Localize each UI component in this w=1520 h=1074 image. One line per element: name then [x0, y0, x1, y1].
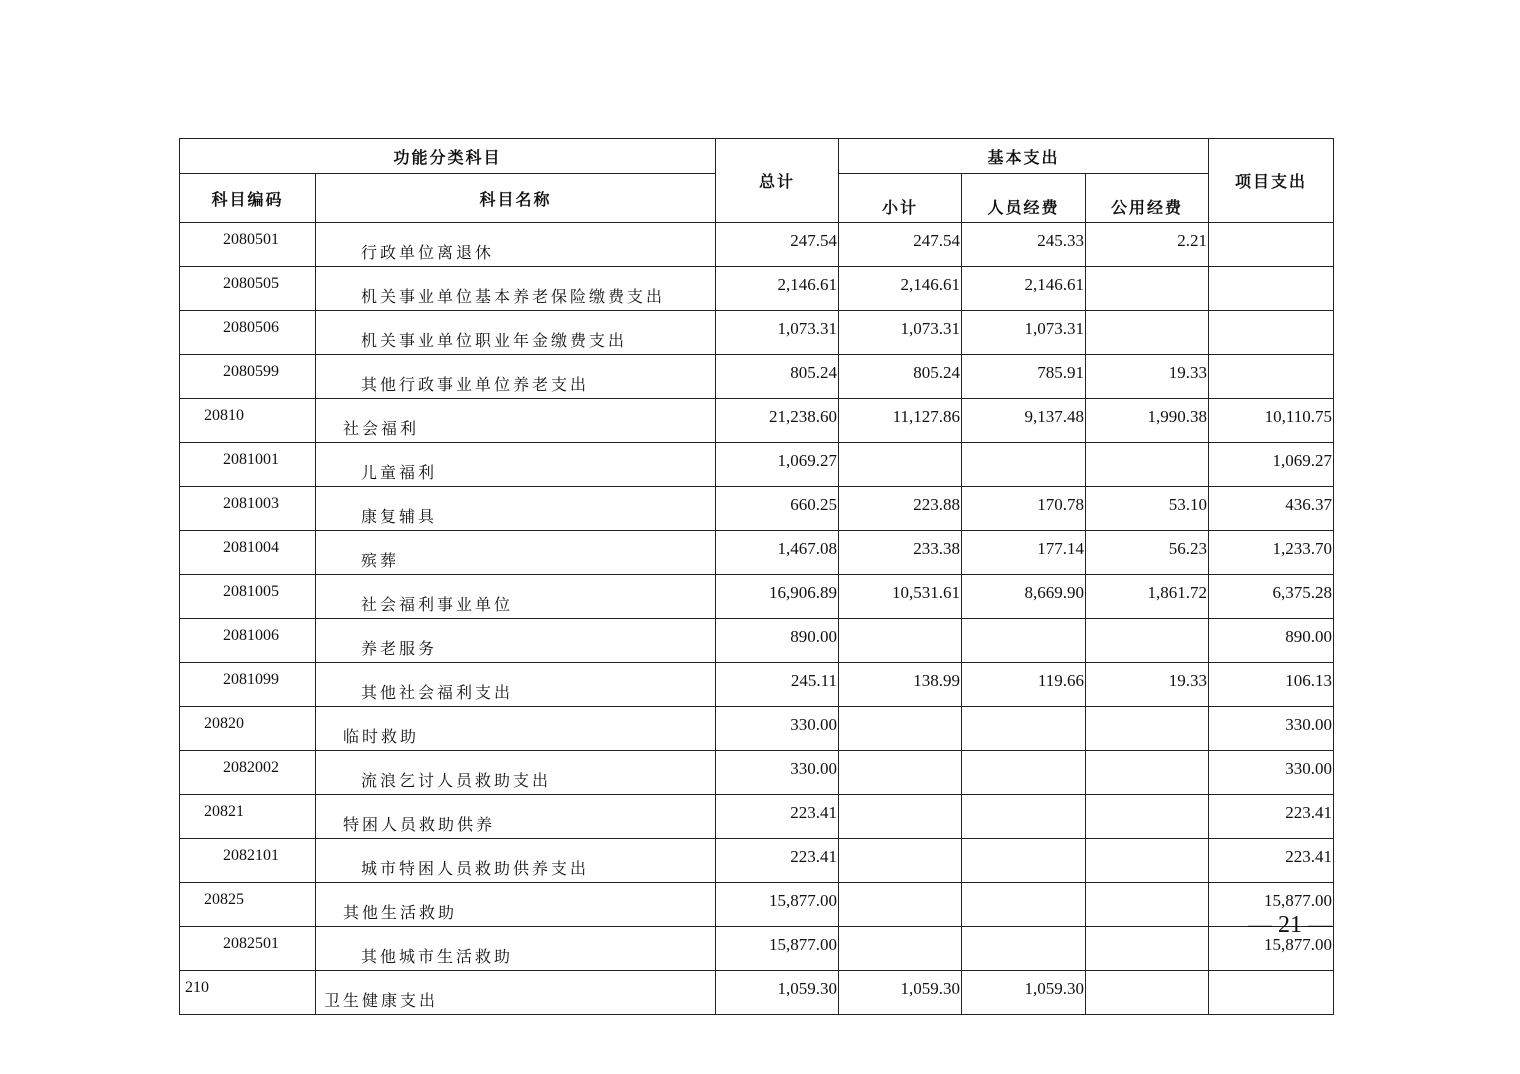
personnel-amount-cell: 8,669.90	[962, 575, 1086, 619]
public-amount-cell: 2.21	[1086, 223, 1209, 267]
subject-code-cell: 20825	[180, 883, 316, 927]
subtotal-amount-cell: 1,073.31	[839, 311, 962, 355]
public-amount-cell	[1086, 839, 1209, 883]
project-amount-cell	[1209, 971, 1334, 1015]
subject-name-cell: 流浪乞讨人员救助支出	[316, 751, 716, 795]
table-row	[180, 707, 1334, 751]
subtotal-amount-cell: 223.88	[839, 487, 962, 531]
personnel-amount-cell	[962, 443, 1086, 487]
table-row	[180, 971, 1334, 1015]
public-amount-cell	[1086, 795, 1209, 839]
subject-name-cell: 儿童福利	[316, 443, 716, 487]
subject-code-cell: 2080505	[180, 267, 316, 311]
subject-code-cell: 210	[180, 971, 316, 1015]
total-amount-cell: 1,069.27	[716, 443, 839, 487]
personnel-amount-cell	[962, 751, 1086, 795]
table-row	[180, 223, 1334, 267]
subtotal-amount-cell: 247.54	[839, 223, 962, 267]
subject-name-cell: 康复辅具	[316, 487, 716, 531]
subtotal-amount-cell: 233.38	[839, 531, 962, 575]
table-row	[180, 575, 1334, 619]
table-body	[180, 223, 1334, 1015]
table-row	[180, 443, 1334, 487]
project-amount-cell	[1209, 311, 1334, 355]
public-amount-cell: 19.33	[1086, 355, 1209, 399]
subject-code-cell: 2081004	[180, 531, 316, 575]
personnel-amount-cell	[962, 795, 1086, 839]
budget-expenditure-table	[179, 138, 1334, 1015]
personnel-amount-cell: 2,146.61	[962, 267, 1086, 311]
public-amount-cell	[1086, 927, 1209, 971]
project-amount-cell: 15,877.00	[1209, 927, 1334, 971]
subtotal-amount-cell: 11,127.86	[839, 399, 962, 443]
project-amount-cell	[1209, 267, 1334, 311]
total-amount-cell: 1,467.08	[716, 531, 839, 575]
total-amount-cell: 1,073.31	[716, 311, 839, 355]
header-subtotal: 小计	[839, 174, 962, 223]
subject-name-cell: 特困人员救助供养	[316, 795, 716, 839]
personnel-amount-cell: 245.33	[962, 223, 1086, 267]
public-amount-cell	[1086, 443, 1209, 487]
subtotal-amount-cell	[839, 927, 962, 971]
project-amount-cell: 106.13	[1209, 663, 1334, 707]
table-header	[180, 139, 1334, 223]
subject-name-cell: 临时救助	[316, 707, 716, 751]
total-amount-cell: 2,146.61	[716, 267, 839, 311]
subtotal-amount-cell: 138.99	[839, 663, 962, 707]
public-amount-cell	[1086, 619, 1209, 663]
project-amount-cell: 330.00	[1209, 707, 1334, 751]
table-row	[180, 311, 1334, 355]
table-row	[180, 619, 1334, 663]
subject-code-cell: 2081006	[180, 619, 316, 663]
project-amount-cell: 223.41	[1209, 839, 1334, 883]
public-amount-cell: 1,990.38	[1086, 399, 1209, 443]
table-row	[180, 355, 1334, 399]
public-amount-cell: 19.33	[1086, 663, 1209, 707]
project-amount-cell: 330.00	[1209, 751, 1334, 795]
subject-code-cell: 20820	[180, 707, 316, 751]
subject-code-cell: 2081099	[180, 663, 316, 707]
total-amount-cell: 223.41	[716, 795, 839, 839]
total-amount-cell: 223.41	[716, 839, 839, 883]
budget-table-container	[179, 138, 1333, 1015]
subject-code-cell: 2082501	[180, 927, 316, 971]
subtotal-amount-cell	[839, 795, 962, 839]
table-row	[180, 795, 1334, 839]
project-amount-cell: 223.41	[1209, 795, 1334, 839]
total-amount-cell: 1,059.30	[716, 971, 839, 1015]
subject-code-cell: 2082101	[180, 839, 316, 883]
personnel-amount-cell: 785.91	[962, 355, 1086, 399]
header-project-expenditure: 项目支出	[1209, 139, 1334, 223]
total-amount-cell: 21,238.60	[716, 399, 839, 443]
personnel-amount-cell: 1,059.30	[962, 971, 1086, 1015]
subject-code-cell: 2081003	[180, 487, 316, 531]
personnel-amount-cell: 1,073.31	[962, 311, 1086, 355]
subject-name-cell: 机关事业单位基本养老保险缴费支出	[316, 267, 716, 311]
subtotal-amount-cell	[839, 883, 962, 927]
project-amount-cell	[1209, 355, 1334, 399]
header-total: 总计	[716, 139, 839, 223]
public-amount-cell	[1086, 707, 1209, 751]
subtotal-amount-cell	[839, 707, 962, 751]
table-row	[180, 839, 1334, 883]
subject-code-cell: 20810	[180, 399, 316, 443]
table-row	[180, 927, 1334, 971]
header-public-cost: 公用经费	[1086, 174, 1209, 223]
subject-name-cell: 行政单位离退休	[316, 223, 716, 267]
table-row	[180, 531, 1334, 575]
subtotal-amount-cell: 1,059.30	[839, 971, 962, 1015]
total-amount-cell: 16,906.89	[716, 575, 839, 619]
table-row	[180, 399, 1334, 443]
subject-code-cell: 20821	[180, 795, 316, 839]
personnel-amount-cell: 9,137.48	[962, 399, 1086, 443]
subject-code-cell: 2082002	[180, 751, 316, 795]
public-amount-cell: 56.23	[1086, 531, 1209, 575]
public-amount-cell	[1086, 751, 1209, 795]
subtotal-amount-cell: 2,146.61	[839, 267, 962, 311]
table-row	[180, 487, 1334, 531]
header-subject-code: 科目编码	[180, 174, 316, 223]
project-amount-cell: 10,110.75	[1209, 399, 1334, 443]
project-amount-cell: 1,233.70	[1209, 531, 1334, 575]
header-basic-expenditure: 基本支出	[839, 139, 1209, 174]
project-amount-cell: 436.37	[1209, 487, 1334, 531]
subject-code-cell: 2080501	[180, 223, 316, 267]
subject-name-cell: 城市特困人员救助供养支出	[316, 839, 716, 883]
personnel-amount-cell	[962, 619, 1086, 663]
public-amount-cell	[1086, 971, 1209, 1015]
subtotal-amount-cell	[839, 619, 962, 663]
header-personnel-cost: 人员经费	[962, 174, 1086, 223]
subtotal-amount-cell: 10,531.61	[839, 575, 962, 619]
public-amount-cell	[1086, 311, 1209, 355]
subtotal-amount-cell: 805.24	[839, 355, 962, 399]
subject-name-cell: 其他行政事业单位养老支出	[316, 355, 716, 399]
header-functional-classification: 功能分类科目	[180, 139, 716, 174]
total-amount-cell: 247.54	[716, 223, 839, 267]
personnel-amount-cell: 170.78	[962, 487, 1086, 531]
total-amount-cell: 330.00	[716, 707, 839, 751]
project-amount-cell	[1209, 223, 1334, 267]
subject-name-cell: 社会福利事业单位	[316, 575, 716, 619]
personnel-amount-cell: 177.14	[962, 531, 1086, 575]
table-row	[180, 751, 1334, 795]
table-row	[180, 663, 1334, 707]
personnel-amount-cell	[962, 707, 1086, 751]
total-amount-cell: 15,877.00	[716, 927, 839, 971]
personnel-amount-cell	[962, 883, 1086, 927]
total-amount-cell: 15,877.00	[716, 883, 839, 927]
table-row	[180, 267, 1334, 311]
page-number: — 21 —	[1248, 912, 1332, 938]
subject-name-cell: 其他生活救助	[316, 883, 716, 927]
project-amount-cell: 1,069.27	[1209, 443, 1334, 487]
project-amount-cell: 6,375.28	[1209, 575, 1334, 619]
personnel-amount-cell	[962, 839, 1086, 883]
total-amount-cell: 805.24	[716, 355, 839, 399]
table-row	[180, 883, 1334, 927]
public-amount-cell: 53.10	[1086, 487, 1209, 531]
subject-name-cell: 殡葬	[316, 531, 716, 575]
total-amount-cell: 660.25	[716, 487, 839, 531]
personnel-amount-cell: 119.66	[962, 663, 1086, 707]
subtotal-amount-cell	[839, 839, 962, 883]
subtotal-amount-cell	[839, 443, 962, 487]
subject-code-cell: 2081001	[180, 443, 316, 487]
public-amount-cell	[1086, 883, 1209, 927]
subject-code-cell: 2080599	[180, 355, 316, 399]
total-amount-cell: 330.00	[716, 751, 839, 795]
subtotal-amount-cell	[839, 751, 962, 795]
subject-name-cell: 机关事业单位职业年金缴费支出	[316, 311, 716, 355]
public-amount-cell: 1,861.72	[1086, 575, 1209, 619]
project-amount-cell: 15,877.00	[1209, 883, 1334, 927]
total-amount-cell: 890.00	[716, 619, 839, 663]
project-amount-cell: 890.00	[1209, 619, 1334, 663]
header-subject-name: 科目名称	[316, 174, 716, 223]
subject-name-cell: 社会福利	[316, 399, 716, 443]
subject-code-cell: 2080506	[180, 311, 316, 355]
subject-name-cell: 其他城市生活救助	[316, 927, 716, 971]
subject-name-cell: 养老服务	[316, 619, 716, 663]
total-amount-cell: 245.11	[716, 663, 839, 707]
subject-code-cell: 2081005	[180, 575, 316, 619]
subject-name-cell: 其他社会福利支出	[316, 663, 716, 707]
subject-name-cell: 卫生健康支出	[316, 971, 716, 1015]
public-amount-cell	[1086, 267, 1209, 311]
personnel-amount-cell	[962, 927, 1086, 971]
